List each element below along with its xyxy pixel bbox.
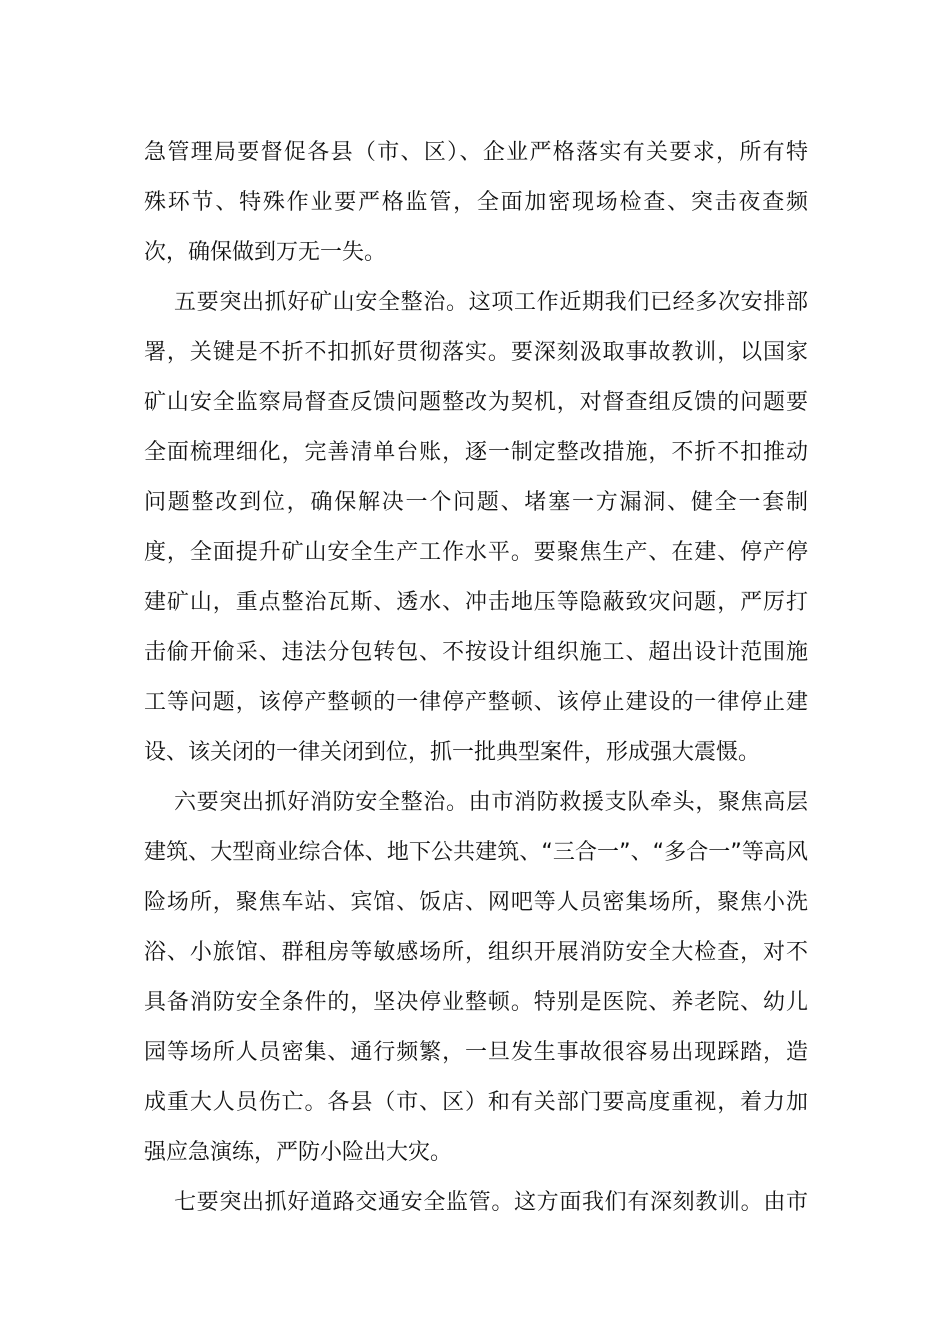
text-line: 全面梳理细化，完善清单台账，逐一制定整改措施，不折不扣推动	[144, 440, 808, 465]
text-line: 矿山安全监察局督查反馈问题整改为契机，对督查组反馈的问题要	[144, 390, 808, 415]
paragraph-mine-safety	[144, 278, 808, 778]
text-line: 强应急演练，严防小险出大灾。	[144, 1140, 453, 1165]
text-line: 五要突出抓好矿山安全整治。这项工作近期我们已经多次安排部	[174, 290, 808, 315]
text-line: 建筑、大型商业综合体、地下公共建筑、“三合一”、“多合一”等高风	[144, 840, 808, 865]
text-line: 殊环节、特殊作业要严格监管，全面加密现场检查、突击夜查频	[144, 190, 808, 215]
document-body	[144, 128, 808, 1228]
text-line: 具备消防安全条件的，坚决停业整顿。特别是医院、养老院、幼儿	[144, 990, 808, 1015]
text-line: 次，确保做到万无一失。	[144, 240, 387, 265]
paragraph-fire-safety	[144, 778, 808, 1178]
text-line: 设、该关闭的一律关闭到位，抓一批典型案件，形成强大震慑。	[144, 740, 761, 765]
text-line: 七要突出抓好道路交通安全监管。这方面我们有深刻教训。由市	[174, 1190, 808, 1215]
paragraph-continuation	[144, 128, 808, 278]
text-line: 园等场所人员密集、通行频繁，一旦发生事故很容易出现踩踏，造	[144, 1040, 808, 1065]
text-line: 六要突出抓好消防安全整治。由市消防救援支队牵头，聚焦高层	[174, 790, 808, 815]
text-line: 浴、小旅馆、群租房等敏感场所，组织开展消防安全大检查，对不	[144, 940, 808, 965]
text-line: 度，全面提升矿山安全生产工作水平。要聚焦生产、在建、停产停	[144, 540, 808, 565]
text-line: 击偷开偷采、违法分包转包、不按设计组织施工、超出设计范围施	[144, 640, 808, 665]
text-line: 问题整改到位，确保解决一个问题、堵塞一方漏洞、健全一套制	[144, 490, 808, 515]
text-line: 署，关键是不折不扣抓好贯彻落实。要深刻汲取事故教训，以国家	[144, 340, 808, 365]
text-line: 建矿山，重点整治瓦斯、透水、冲击地压等隐蔽致灾问题，严厉打	[144, 590, 808, 615]
text-line: 工等问题，该停产整顿的一律停产整顿、该停止建设的一律停止建	[144, 690, 808, 715]
text-line: 急管理局要督促各县（市、区）、企业严格落实有关要求，所有特	[144, 140, 808, 165]
text-line: 成重大人员伤亡。各县（市、区）和有关部门要高度重视，着力加	[144, 1090, 808, 1115]
paragraph-road-traffic	[144, 1178, 808, 1228]
text-line: 险场所，聚焦车站、宾馆、饭店、网吧等人员密集场所，聚焦小洗	[144, 890, 808, 915]
